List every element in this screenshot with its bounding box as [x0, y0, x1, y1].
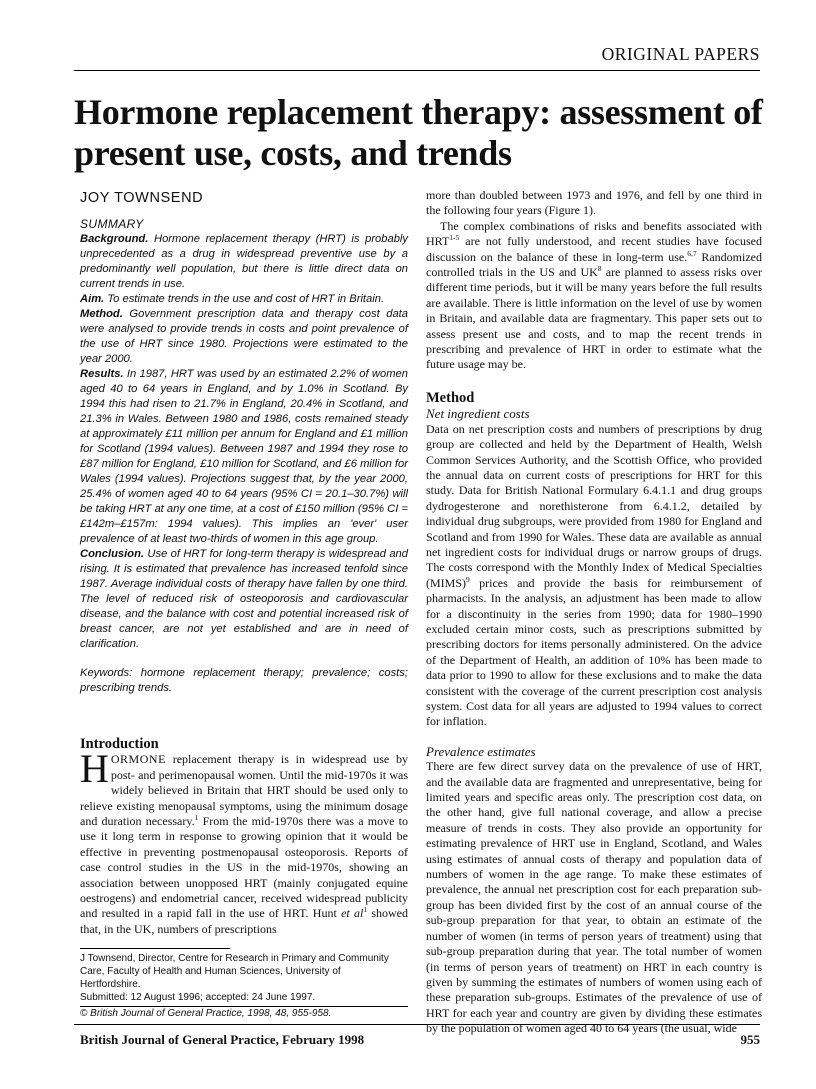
ref-marker: 1	[194, 813, 199, 823]
conclusion-text: Use of HRT for long-term therapy is widespread and rising. It is estimated that prevalence has increased tenfold since 1987. Average individual costs of therapy have fallen by one third. The level of reduced risk of osteoporosis and cardiovascular disease, and the balance with cost and potential increased risk of breast cancer, are not yet established and are in need of clarification.	[80, 548, 408, 650]
page-number: 955	[740, 1032, 760, 1047]
risks-text-b: are not fully understood, and recent studies have focused discussion on the balance of these in long-term use.	[426, 234, 762, 264]
conclusion-label: Conclusion.	[80, 548, 145, 560]
continued-paragraph: more than doubled between 1973 and 1976, and fell by one third in the following four years (Figure 1).	[426, 188, 762, 218]
footnote-affiliation: J Townsend, Director, Centre for Research in Primary and Community Care, Faculty of Health and Human Sciences, University of Hertfordshire.	[80, 953, 389, 990]
method-text: Government prescription data and therapy cost data were analysed to provide trends in costs and point prevalence of the use of HRT since 1980. Projections were estimated to the year 2000.	[80, 308, 408, 365]
intro-text-b: From the mid-1970s there was a move to use it long term in response to growing opinion that it would be effective in preventing postmenopausal osteoporosis. Reports of case control studies in the US in the mid-1970s, showing an association between unopposed HRT (mainly conjugated equine oestrogens) and endometrial cancer, received widespread publicity and resulted in a rapid fall in the use of HRT. Hunt	[80, 814, 408, 921]
footnote-rule	[80, 948, 230, 949]
footnote-submitted: Submitted: 12 August 1996; accepted: 24 June 1997.	[80, 992, 316, 1003]
footer-journal: British Journal of General Practice, February 1998	[80, 1032, 365, 1047]
ref-marker: 9	[466, 574, 470, 584]
summary-method	[80, 307, 408, 367]
risks-text-d: are planned to assess risks over different time periods, but it will be many years before the full results are available. There is little information on the level of use by women in Britain, and available data are fragmentary. This paper sets out to assess present use and costs, and to map the recent trends in prescribing and prevalence of HRT in order to estimate what the future usage may be.	[426, 265, 762, 372]
ref-marker: 1	[363, 905, 368, 915]
copyright-rule	[80, 1006, 408, 1007]
summary-background	[80, 232, 408, 292]
author-footnote	[80, 952, 400, 1004]
net-costs-paragraph	[426, 422, 762, 730]
section-label: ORIGINAL PAPERS	[601, 44, 760, 64]
background-text: Hormone replacement therapy (HRT) is probably unprecedented as a drug in widespread preventive use by a predominantly well population, but there is little direct data on current trends in use.	[80, 233, 409, 290]
author-name: JOY TOWNSEND	[80, 190, 204, 206]
copyright-line: © British Journal of General Practice, 1998, 48, 955-958.	[80, 1008, 332, 1019]
risks-text-a: The complex combinations of risks and benefits associated with HRT	[426, 218, 762, 249]
summary-block	[80, 217, 408, 696]
risks-paragraph	[426, 219, 762, 373]
method-label: Method.	[80, 308, 123, 320]
intro-text-c: showed that, in the UK, numbers of prescriptions	[80, 906, 408, 936]
ref-marker: 6,7	[687, 248, 697, 258]
aim-text: To estimate trends in the use and cost of HRT in Britain.	[107, 293, 385, 305]
ref-marker: 1-5	[449, 233, 460, 243]
ref-marker: 8	[597, 264, 602, 274]
net-costs-heading: Net ingredient costs	[426, 406, 530, 422]
results-text: In 1987, HRT was used by an estimated 2.2% of women aged 40 to 64 years in England, and by 1.0% in Scotland. By 1994 this had risen to 21.7% in England, 20.4% in Scotland, and 21.3% in Wales. Between 1980 and 1986, costs remained steady at approximately £11 million per annum for England and £1 million for Scotland (1994 values). Between 1987 and 1994 they rose to £87 million for England, £10 million for Scotland, and £6 million for Wales (1994 values). Projections suggest that, by the year 2000, 25.4% of women aged 40 to 64 years (95% CI = 20.1–30.7%) will be taking HRT at any one time, at a cost of £150 million (95% CI = £142m–£157m: 1994 values). This implies an 'ever' user prevalence of at least two-thirds of women in this age group.	[80, 368, 408, 545]
keywords: Keywords: hormone replacement therapy; prevalence; costs; prescribing trends.	[80, 667, 408, 694]
net-text-a: Data on net prescription costs and numbers of prescriptions by drug group are collected and held by the Department of Health, Welsh Common Services Authority, and the Scottish Office, who provided the annual data on current costs of prescriptions for HRT for this study. Data for British National Formulary 6.4.1.1 and drug groups dydrogesterone and norethisterone from 6.4.1.2, detailed by individual drug subgroups, were provided from 1980 for England and Scotland and from 1990 for Wales. These data are available as annual net ingredient costs for individual drugs or narrow groups of drugs. The costs correspond with the Monthly Index of Medical Specialties (MIMS)	[426, 421, 762, 590]
header-rule	[74, 70, 760, 71]
intro-smallcaps: ORMONE	[110, 752, 166, 767]
drop-cap: H	[80, 746, 109, 792]
right-column	[426, 188, 762, 1037]
prevalence-heading: Prevalence estimates	[426, 743, 536, 759]
aim-label: Aim.	[80, 293, 105, 305]
introduction-section	[80, 737, 408, 937]
net-text-b: prices and provide the basis for reimbursement of pharmacists. In the analysis, an adjustment has been made to allow for a discontinuity in the series from 1990; data for 1980–1990 excluded certain minor costs, such as prescriptions submitted by prescribing doctors for items personally administered. On the advice of the Department of Health, an addition of 10% has been made to data prior to 1990 to allow for these exclusions and to make the data consistent with the coverage of the current prescription cost analysis system. Cost data for all years are adjusted to 1994 values to correct for inflation.	[426, 575, 762, 729]
method-heading: Method	[426, 389, 475, 406]
introduction-paragraph	[80, 746, 408, 937]
summary-aim	[80, 292, 408, 307]
footer-rule	[74, 1024, 760, 1025]
summary-heading: SUMMARY	[80, 217, 144, 231]
introduction-heading: Introduction	[80, 736, 159, 752]
intro-etal: et al	[341, 906, 364, 921]
summary-conclusion	[80, 547, 408, 652]
prevalence-paragraph: There are few direct survey data on the prevalence of use of HRT, and the available data are fragmented and unrepresentative, being for limited years and specific areas only. The prescription cost data, on the other hand, give full national coverage, and allow a precise measure of trends in costs. They also provide an opportunity for estimating prevalence of HRT use in England, Scotland, and Wales using estimates of annual costs of therapy and population data of numbers of women in the age range. To make these estimates of prevalence, the annual net prescription cost for each preparation sub-group has been divided first by the cost of an annual course of the sub-group preparation for that year, to obtain an estimate of the number of women (in terms of person years of treatment) using that sub-group preparation during that year. The total number of women (in terms of person years of treatment) on HRT in each country is given by summing the estimates of numbers of women using each of these preparation sub-groups. Estimates of the prevalence of use of HRT for each year and country are given by dividing these estimates by the population of women aged 40 to 64 years (the usual, wide	[426, 759, 762, 1036]
summary-results	[80, 367, 408, 547]
intro-text-a: replacement therapy is in widespread use by post- and perimenopausal women. Until the mid-1970s it was widely believed in Britain that HRT should be used only to relieve existing menopausal symptoms, using the minimum dosage and duration necessary.	[80, 752, 408, 829]
background-label: Background.	[80, 233, 149, 245]
article-title: Hormone replacement therapy: assessment of present use, costs, and trends	[74, 92, 763, 173]
results-label: Results.	[80, 368, 124, 380]
risks-text-c: Randomized controlled trials in the US and UK	[426, 249, 762, 280]
